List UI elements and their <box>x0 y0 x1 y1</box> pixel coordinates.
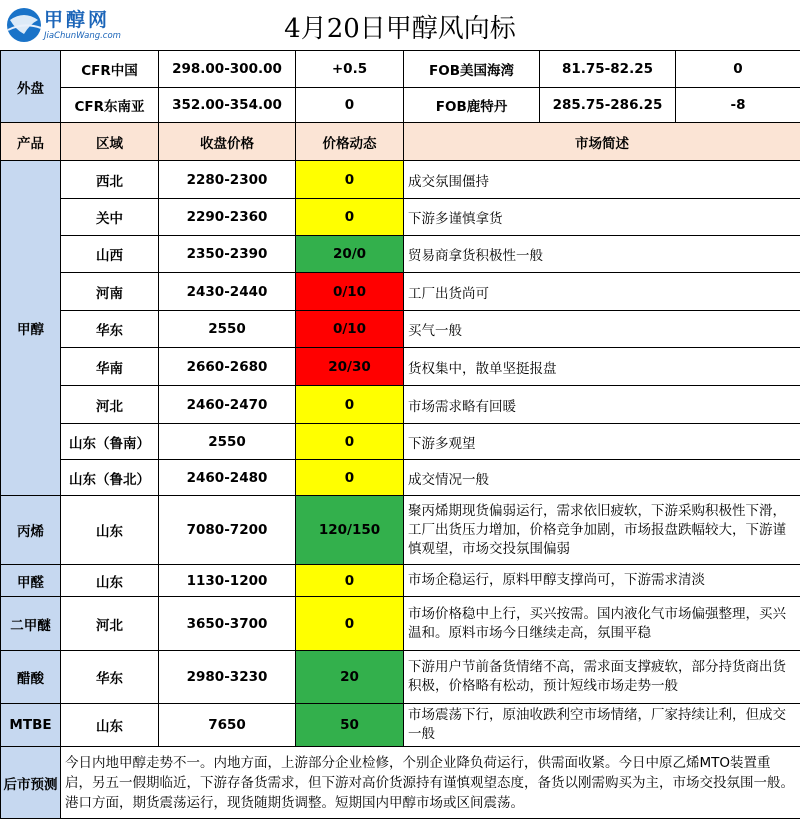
product-label: MTBE <box>1 704 61 747</box>
note-cell: 贸易商拿货积极性一般 <box>404 236 800 273</box>
overseas-row <box>1 88 800 123</box>
overseas-cell: +0.5 <box>296 51 404 88</box>
col-header-change: 价格动态 <box>296 123 404 161</box>
note-cell: 聚丙烯期现货偏弱运行，需求依旧疲软，下游采购积极性下滑，工厂出货压力增加，价格竞争加剧，市场报盘跌幅较大，下游谨慎观望，市场交投氛围偏弱 <box>404 496 800 565</box>
note-cell: 成交氛围僵持 <box>404 161 800 199</box>
change-cell: 0 <box>296 597 404 651</box>
page-title: 4月20日甲醇风向标 <box>284 14 516 44</box>
region-cell: 山东 <box>61 704 159 747</box>
overseas-cell: FOB美国海湾 <box>404 51 540 88</box>
region-cell: 华东 <box>61 651 159 704</box>
price-cell: 2550 <box>159 311 296 348</box>
change-cell: 0 <box>296 199 404 236</box>
methanol-row <box>1 348 800 386</box>
note-cell: 市场震荡下行，原油收跌利空市场情绪，厂家持续让利，但成交一般 <box>404 704 800 747</box>
price-cell: 2460-2480 <box>159 460 296 496</box>
col-header-price: 收盘价格 <box>159 123 296 161</box>
region-cell: 山西 <box>61 236 159 273</box>
price-cell: 2460-2470 <box>159 386 296 424</box>
product-label: 丙烯 <box>1 496 61 565</box>
title-bar <box>0 0 800 51</box>
forecast-label: 后市预测 <box>1 747 61 819</box>
price-cell: 7650 <box>159 704 296 747</box>
change-cell: 20 <box>296 651 404 704</box>
change-cell: 0 <box>296 386 404 424</box>
note-cell: 市场需求略有回暖 <box>404 386 800 424</box>
methanol-row <box>1 273 800 311</box>
note-cell: 市场企稳运行，原料甲醇支撑尚可，下游需求清淡 <box>404 565 800 597</box>
product-label: 甲醛 <box>1 565 61 597</box>
logo-url: JiaChunWang.com <box>44 31 121 41</box>
note-cell: 下游多谨慎拿货 <box>404 199 800 236</box>
methanol-row <box>1 311 800 348</box>
price-cell: 1130-1200 <box>159 565 296 597</box>
price-cell: 2660-2680 <box>159 348 296 386</box>
region-cell: 关中 <box>61 199 159 236</box>
change-cell: 0 <box>296 161 404 199</box>
change-cell: 20/30 <box>296 348 404 386</box>
methanol-row <box>1 199 800 236</box>
region-cell: 华南 <box>61 348 159 386</box>
overseas-label: 外盘 <box>1 51 61 123</box>
change-cell: 20/0 <box>296 236 404 273</box>
product-row <box>1 565 800 597</box>
overseas-cell: CFR中国 <box>61 51 159 88</box>
logo-text: 甲醇网 <box>44 9 111 31</box>
product-row <box>1 597 800 651</box>
change-cell: 0 <box>296 565 404 597</box>
overseas-cell: 0 <box>296 88 404 123</box>
col-header-product: 产品 <box>1 123 61 161</box>
overseas-cell: 285.75-286.25 <box>540 88 676 123</box>
product-label: 二甲醚 <box>1 597 61 651</box>
change-cell: 120/150 <box>296 496 404 565</box>
col-header-note: 市场简述 <box>404 123 800 161</box>
price-table <box>0 50 800 819</box>
methanol-row <box>1 460 800 496</box>
product-label: 醋酸 <box>1 651 61 704</box>
overseas-cell: 0 <box>676 51 800 88</box>
overseas-cell: CFR东南亚 <box>61 88 159 123</box>
column-header-row <box>1 123 800 161</box>
change-cell: 0 <box>296 424 404 460</box>
product-row <box>1 704 800 747</box>
overseas-cell: -8 <box>676 88 800 123</box>
change-cell: 0/10 <box>296 311 404 348</box>
price-cell: 2430-2440 <box>159 273 296 311</box>
change-cell: 0 <box>296 460 404 496</box>
region-cell: 山东（鲁北） <box>61 460 159 496</box>
region-cell: 河北 <box>61 597 159 651</box>
price-cell: 2280-2300 <box>159 161 296 199</box>
methanol-row <box>1 424 800 460</box>
region-cell: 山东 <box>61 565 159 597</box>
product-row <box>1 496 800 565</box>
change-cell: 0/10 <box>296 273 404 311</box>
col-header-region: 区域 <box>61 123 159 161</box>
region-cell: 河北 <box>61 386 159 424</box>
price-cell: 2290-2360 <box>159 199 296 236</box>
region-cell: 山东 <box>61 496 159 565</box>
price-cell: 2350-2390 <box>159 236 296 273</box>
methanol-row <box>1 161 800 199</box>
price-cell: 7080-7200 <box>159 496 296 565</box>
product-row <box>1 651 800 704</box>
note-cell: 市场价格稳中上行，买兴按需。国内液化气市场偏强整理，买兴温和。原料市场今日继续走高，氛围平稳 <box>404 597 800 651</box>
overseas-cell: 81.75-82.25 <box>540 51 676 88</box>
change-cell: 50 <box>296 704 404 747</box>
note-cell: 成交情况一般 <box>404 460 800 496</box>
methanol-row <box>1 236 800 273</box>
note-cell: 下游用户节前备货情绪不高，需求面支撑疲软，部分持货商出货积极，价格略有松动，预计短线市场走势一般 <box>404 651 800 704</box>
forecast-row <box>1 747 800 819</box>
region-cell: 山东（鲁南） <box>61 424 159 460</box>
methanol-row <box>1 386 800 424</box>
region-cell: 河南 <box>61 273 159 311</box>
note-cell: 货权集中，散单坚挺报盘 <box>404 348 800 386</box>
product-label: 甲醇 <box>1 161 61 496</box>
region-cell: 华东 <box>61 311 159 348</box>
note-cell: 下游多观望 <box>404 424 800 460</box>
region-cell: 西北 <box>61 161 159 199</box>
price-cell: 2980-3230 <box>159 651 296 704</box>
overseas-cell: FOB鹿特丹 <box>404 88 540 123</box>
overseas-cell: 298.00-300.00 <box>159 51 296 88</box>
note-cell: 工厂出货尚可 <box>404 273 800 311</box>
overseas-cell: 352.00-354.00 <box>159 88 296 123</box>
price-cell: 3650-3700 <box>159 597 296 651</box>
forecast-text: 今日内地甲醇走势不一。内地方面，上游部分企业检修，个别企业降负荷运行，供需面收紧。今日中原乙烯MTO装置重启，另五一假期临近，下游存备货需求，但下游对高价货源持有谨慎观望态度，备货以刚需购买为主，市场交投氛围一般。港口方面，期货震荡运行，现货随期货调整。短期国内甲醇市场或区间震荡。 <box>61 747 800 819</box>
price-cell: 2550 <box>159 424 296 460</box>
overseas-row <box>1 51 800 88</box>
note-cell: 买气一般 <box>404 311 800 348</box>
